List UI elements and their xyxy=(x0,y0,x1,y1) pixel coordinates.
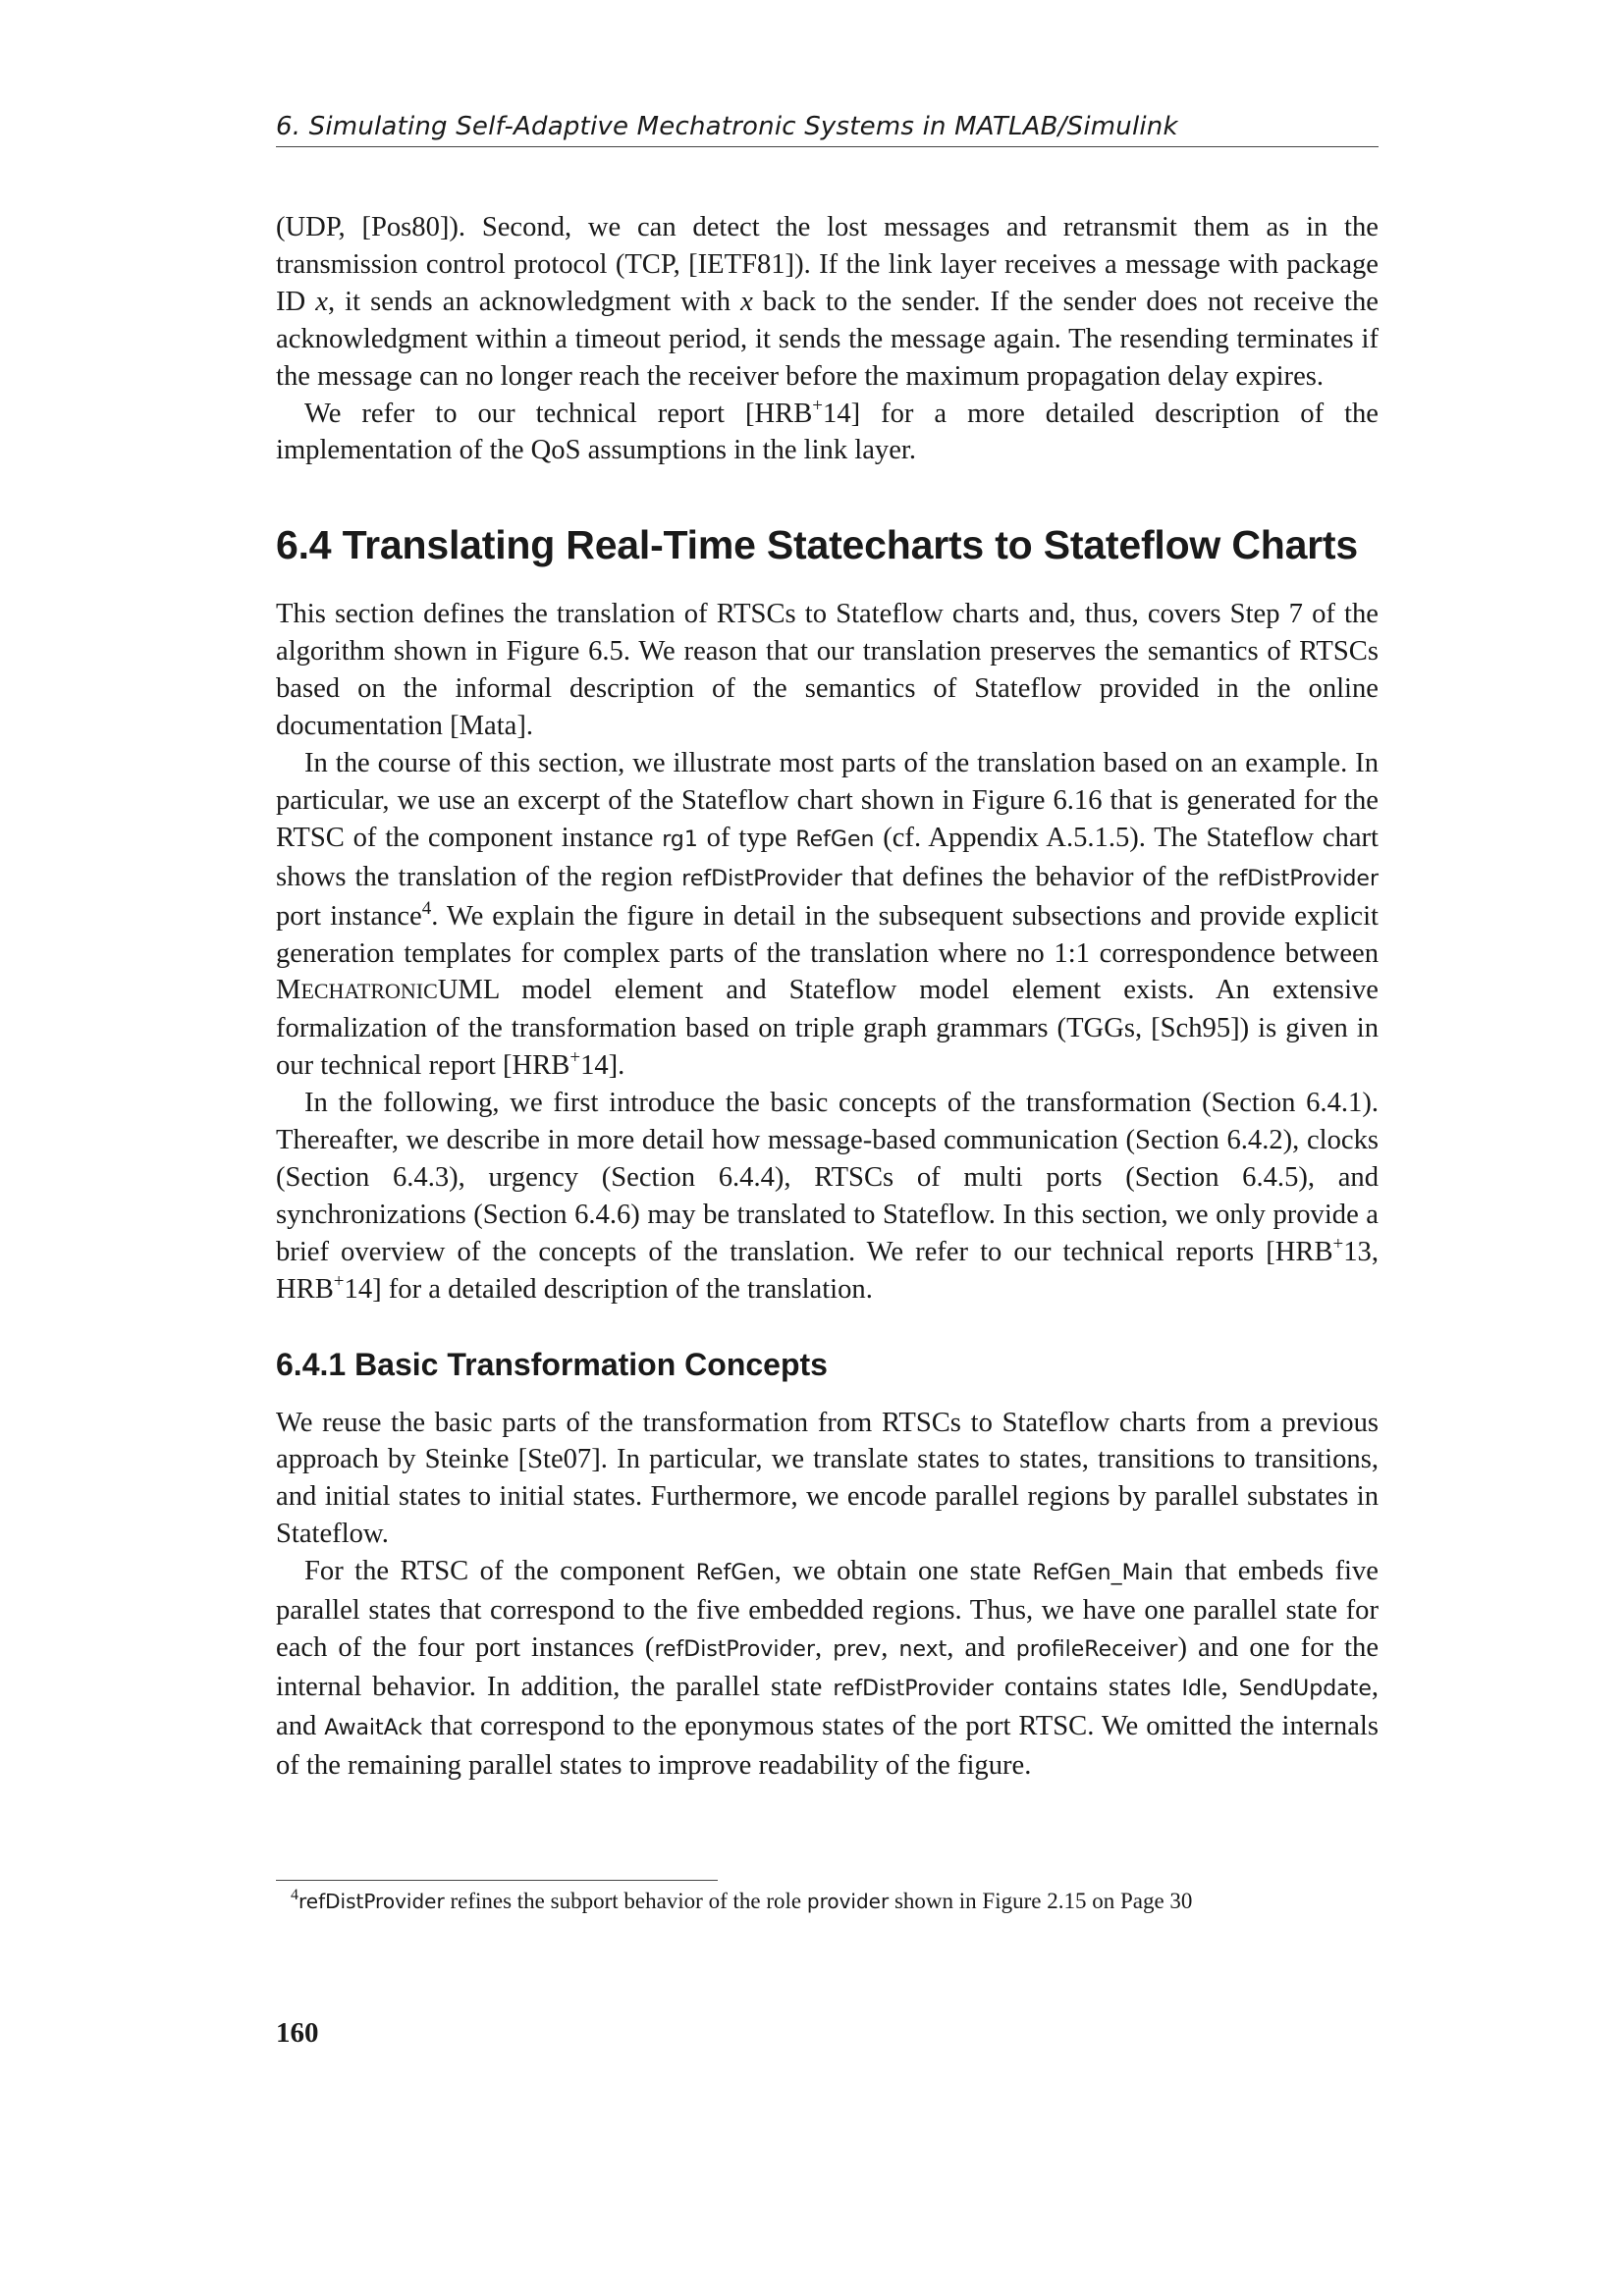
code-identifier: provider xyxy=(806,1890,890,1913)
footnote-ref: 4 xyxy=(421,897,432,919)
math-x: x xyxy=(740,286,753,317)
math-x: x xyxy=(315,286,328,317)
code-identifier: refDistProvider xyxy=(654,1637,815,1662)
paragraph-3: This section defines the translation of RTSCs to Stateflow charts and, thus, covers Step 7 of the algorithm shown in Figure 6.5. We reason that our translation preserves the semantics of RTSCs based on the informal description of the semantics of Stateflow provided in the online documentation [Mata]. xyxy=(276,599,1379,742)
code-identifier: next xyxy=(898,1637,947,1662)
paragraph-1: (UDP, [Pos80]). Second, we can detect the lost messages and retransmit them as in the transmission control protocol (TCP, [IETF81]). If the link layer receives a message with package ID x, it sends an acknowledgment with x back to the sender. If the sender does not receive the acknowledgment within a timeout period, it sends the message again. The resending terminates if the message can no longer reach the receiver before the maximum propagation delay expires. xyxy=(276,212,1379,392)
code-identifier: refDistProvider xyxy=(681,866,842,891)
mechatronicuml-name: MECHATRONICUML xyxy=(276,975,500,1006)
section-heading: 6.4 Translating Real-Time Statecharts to Stateflow Charts xyxy=(276,522,1358,568)
code-identifier: SendUpdate xyxy=(1238,1676,1372,1701)
code-identifier: prev xyxy=(833,1637,882,1662)
code-identifier: refDistProvider xyxy=(833,1676,994,1701)
paragraph-7: For the RTSC of the component RefGen, we obtain one state RefGen_Main that embeds five parallel states that correspond to the five embedded regions. Thus, we have one parallel state for each of the four port instances (refDistProvider, prev, next, and profileReceiver) and one for the internal behavior. In addition, the parallel state refDistProvider contains states Idle, SendUpdate, and AwaitAck that correspond to the eponymous states of the port RTSC. We omitted the internals of the remaining parallel states to improve readability of the figure. xyxy=(276,1556,1380,1781)
paragraph-6: We reuse the basic parts of the transformation from RTSCs to Stateflow charts from a previous approach by Steinke [Ste07]. In particular, we translate states to states, transitions to transitions, and initial states to initial states. Furthermore, we encode parallel regions by parallel substates in Stateflow. xyxy=(276,1407,1379,1550)
code-identifier: RefGen xyxy=(795,827,875,852)
running-header xyxy=(276,112,1379,147)
code-identifier: Idle xyxy=(1181,1676,1221,1701)
paragraph-4: In the course of this section, we illustrate most parts of the translation based on an example. In particular, we use an excerpt of the Stateflow chart shown in Figure 6.16 that is generated for the RTSC of the component instance rg1 of type RefGen (cf. Appendix A.5.1.5). The Stateflow chart shows the translation of the region refDistProvider that defines the behavior of the refDistProvider port instance$^4$. We explain the figure in detail in the subsequent subsections and provide explicit generation templates for complex parts of the translation where no 1:1 correspondence between MECHATRONICUML model element and Stateflow model element exists. An extensive formalization of the transformation based on triple graph grammars (TGGs, [Sch95]) is given in our technical report [HRB+14]. xyxy=(276,747,1379,1082)
page-number: 160 xyxy=(276,2017,319,2049)
code-identifier: refDistProvider xyxy=(298,1890,445,1913)
code-identifier: RefGen xyxy=(695,1561,775,1586)
footnote: $^4$refDistProvider refines the subport behavior of the role provider shown in Figure 2.15 on Page 30 xyxy=(291,1887,1193,1913)
code-identifier: AwaitAck xyxy=(324,1715,423,1740)
subsection-heading: 6.4.1 Basic Transformation Concepts xyxy=(276,1346,828,1382)
footnote-mark: 4 xyxy=(291,1887,298,1903)
code-identifier: RefGen_Main xyxy=(1032,1561,1174,1586)
paragraph-2: We refer to our technical report [HRB+14] for a more detailed description of the implementation of the QoS assumptions in the link layer. xyxy=(276,395,1379,466)
footnote-rule xyxy=(276,1880,718,1881)
page-body xyxy=(276,209,1379,1785)
running-title: 6. Simulating Self-Adaptive Mechatronic Systems in MATLAB/Simulink xyxy=(276,112,1178,141)
code-identifier: rg1 xyxy=(662,827,698,852)
code-identifier: refDistProvider xyxy=(1218,866,1379,891)
code-identifier: profileReceiver xyxy=(1015,1637,1178,1662)
paragraph-5: In the following, we first introduce the basic concepts of the transformation (Section 6.4.1). Thereafter, we describe in more detail how message-based communication (Section 6.4.2), clocks (Section 6.4.3), urgency (Section 6.4.4), RTSCs of multi ports (Section 6.4.5), and synchronizations (Section 6.4.6) may be translated to Stateflow. In this section, we only provide a brief overview of the concepts of the translation. We refer to our technical reports [HRB+13, HRB+14] for a detailed description of the translation. xyxy=(276,1088,1379,1305)
